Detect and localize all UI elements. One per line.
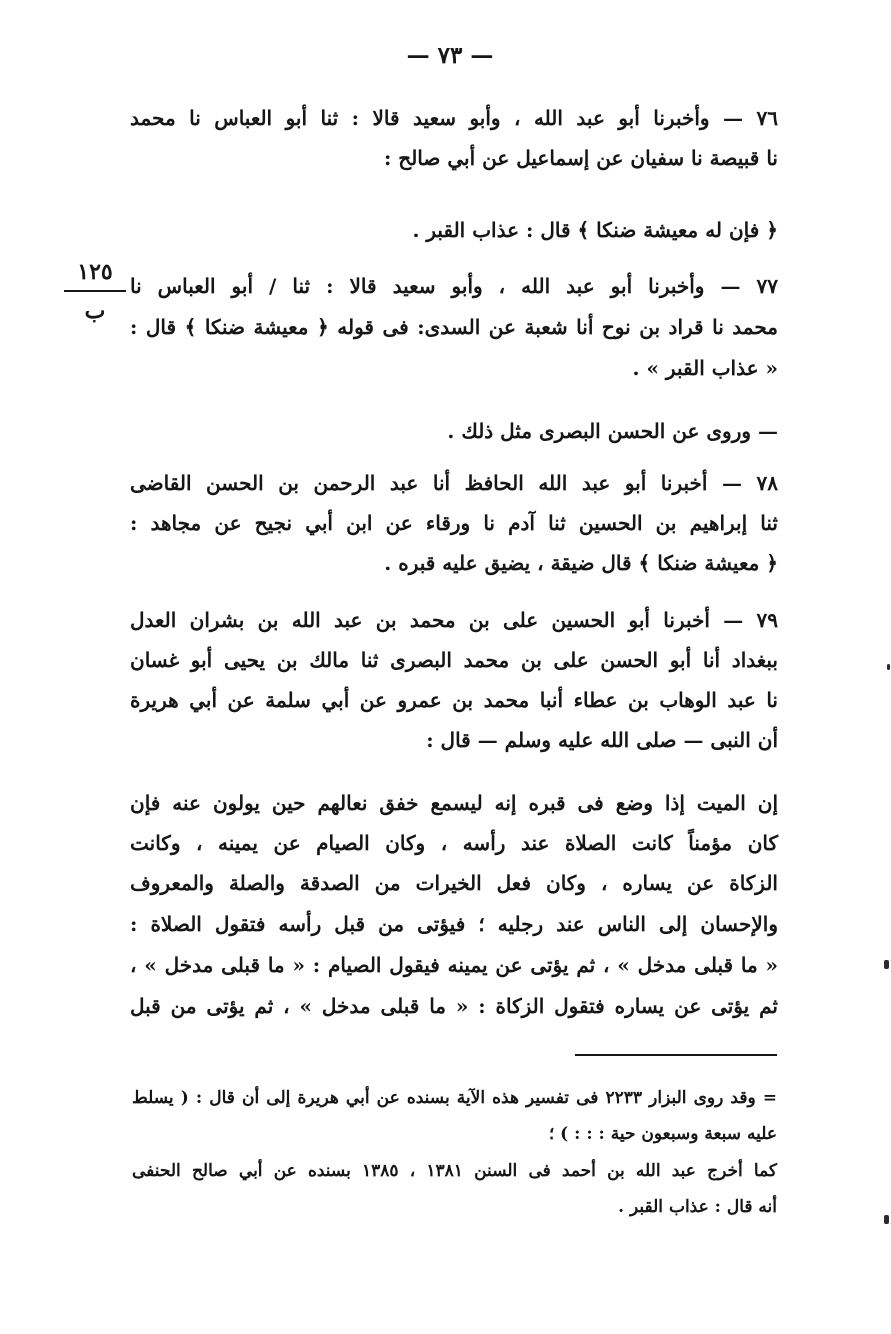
- text-line: الزكاة عن يساره ، وكان فعل الخيرات من الصدقة والصلة والمعروف: [130, 871, 778, 895]
- text-line: ٧٨ — أخبرنا أبو عبد الله الحافظ أنا عبد الرحمن بن الحسن القاضى: [130, 471, 778, 495]
- paragraph-76-quote: [130, 212, 778, 252]
- text-line: محمد نا قراد بن نوح أنا شعبة عن السدى: فى قوله ﴿ معيشة ضنكا ﴾ قال :: [130, 315, 778, 339]
- margin-folio-rule: [64, 290, 126, 292]
- scan-edge-mark: [884, 1215, 889, 1224]
- text-line: ٧٧ — وأخبرنا أبو عبد الله ، وأبو سعيد قالا : ثنا / أبو العباس نا: [130, 274, 778, 298]
- footnote-line: أنه قال : عذاب القبر .: [618, 1197, 777, 1217]
- text-line: نا عبد الوهاب بن عطاء أنبا محمد بن عمرو عن أبي سلمة عن أبي هريرة: [130, 688, 778, 712]
- footnote-line: عليه سبعة وسبعون حية : : : ) ؛: [548, 1124, 777, 1144]
- margin-folio-note: [64, 256, 126, 326]
- scan-edge-mark: [887, 664, 890, 670]
- paragraph-77-note: [130, 413, 778, 453]
- footnote-line: = وقد روى البزار ٢٢٣٣ فى تفسير هذه الآية بسنده عن أبي هريرة إلى أن قال : ( يسلط: [132, 1088, 777, 1108]
- text-line: أن النبى — صلى الله عليه وسلم — قال :: [426, 728, 778, 752]
- paragraph-77: [130, 268, 778, 388]
- margin-folio-letter: ب: [84, 298, 106, 324]
- paragraph-78: [130, 465, 778, 585]
- text-line: ببغداد أنا أبو الحسن على بن محمد البصرى ثنا مالك بن يحيى أبو غسان: [130, 648, 778, 672]
- text-line: « ما قبلى مدخل » ، ثم يؤتى عن يمينه فيقول الصيام : « ما قبلى مدخل » ،: [130, 953, 778, 977]
- page-number: — ٧٣ —: [406, 42, 494, 69]
- paragraph-hadith: [130, 785, 778, 1030]
- text-line: ﴿ فإن له معيشة ضنكا ﴾ قال : عذاب القبر .: [412, 218, 778, 242]
- text-line: والإحسان إلى الناس عند رجليه ؛ فيؤتى من قبل رأسه فتقول الصلاة :: [130, 912, 778, 936]
- text-line: « عذاب القبر » .: [632, 356, 778, 380]
- scan-edge-mark: [884, 960, 889, 969]
- text-line: كان مؤمناً كانت الصلاة عند رأسه ، وكان الصيام عن يمينه ، وكانت: [130, 831, 778, 855]
- margin-folio-number: ١٢٥: [77, 259, 113, 285]
- text-line: ﴿ معيشة ضنكا ﴾ قال ضيقة ، يضيق عليه قبره .: [384, 551, 778, 575]
- text-line: ثم يؤتى عن يساره فتقول الزكاة : « ما قبلى مدخل » ، ثم يؤتى من قبل: [130, 994, 778, 1018]
- paragraph-79: [130, 602, 778, 762]
- paragraph-76: [130, 100, 778, 180]
- text-line: — وروى عن الحسن البصرى مثل ذلك .: [447, 419, 778, 443]
- text-line: ٧٦ — وأخبرنا أبو عبد الله ، وأبو سعيد قالا : ثنا أبو العباس نا محمد: [130, 106, 778, 130]
- text-line: إن الميت إذا وضع فى قبره إنه ليسمع خفق نعالهم حين يولون عنه فإن: [130, 791, 778, 815]
- footnote-separator: [575, 1054, 777, 1056]
- footnote-line: كما أخرج عبد الله بن أحمد فى السنن ١٣٨١ ، ١٣٨٥ بسنده عن أبي صالح الحنفى: [132, 1161, 778, 1181]
- text-line: ثنا إبراهيم بن الحسين ثنا آدم نا ورقاء عن ابن أبي نجيح عن مجاهد :: [130, 511, 778, 535]
- text-line: ٧٩ — أخبرنا أبو الحسين على بن محمد بن عبد الله بن بشران العدل: [130, 608, 778, 632]
- text-line: نا قبيصة نا سفيان عن إسماعيل عن أبي صالح :: [383, 146, 778, 170]
